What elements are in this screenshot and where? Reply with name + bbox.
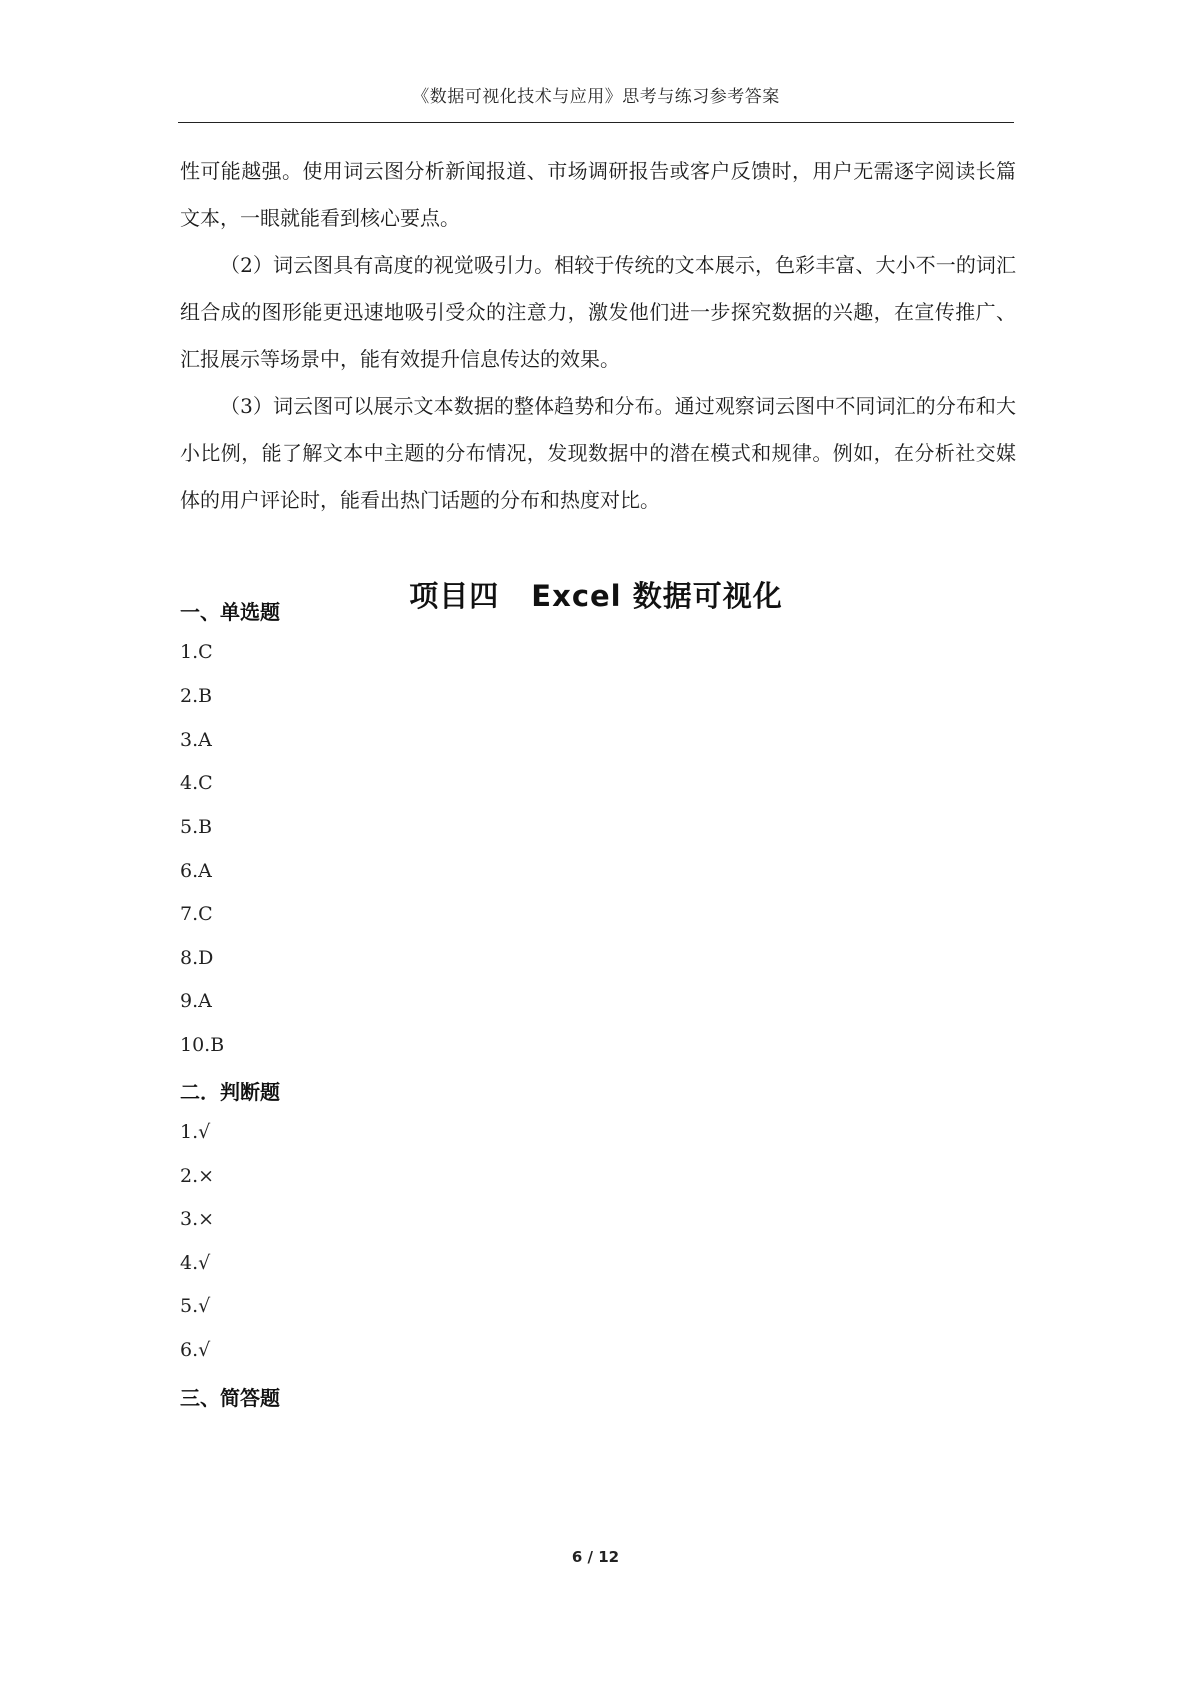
answer-item: 8.D <box>180 947 214 969</box>
answer-item: 3.× <box>180 1208 215 1230</box>
answer-item: 6.A <box>180 860 212 882</box>
running-header: 《数据可视化技术与应用》思考与练习参考答案 <box>412 87 780 107</box>
answer-item: 3.A <box>180 729 212 751</box>
answer-item: 1.√ <box>180 1121 211 1143</box>
page-number: 6 / 12 <box>571 1548 620 1566</box>
answer-item: 9.A <box>180 990 212 1012</box>
heading-true-false: 二．判断题 <box>180 1080 280 1104</box>
paragraph-continuation: 性可能越强。使用词云图分析新闻报道、市场调研报告或客户反馈时，用户无需逐字阅读长篇文本，一眼就能看到核心要点。 <box>180 159 1016 230</box>
section-title-number: 项目四 <box>409 579 500 613</box>
answer-item: 4.√ <box>180 1252 211 1274</box>
answer-item: 1.C <box>180 641 213 663</box>
heading-single-choice: 一、单选题 <box>180 600 280 624</box>
answer-item: 5.B <box>180 816 213 838</box>
answer-item: 2.B <box>180 685 213 707</box>
paragraph-point-2: （2）词云图具有高度的视觉吸引力。相较于传统的文本展示，色彩丰富、大小不一的词汇组合成的图形能更迅速地吸引受众的注意力，激发他们进一步探究数据的兴趣，在宣传推广、汇报展示等场景中，能有效提升信息传达的效果。 <box>180 253 1016 371</box>
answer-item: 4.C <box>180 772 213 794</box>
section-title-topic: Excel 数据可视化 <box>531 579 783 613</box>
paragraph-point-3: （3）词云图可以展示文本数据的整体趋势和分布。通过观察词云图中不同词汇的分布和大小比例，能了解文本中主题的分布情况，发现数据中的潜在模式和规律。例如，在分析社交媒体的用户评论时，能看出热门话题的分布和热度对比。 <box>180 394 1016 512</box>
answer-item: 7.C <box>180 903 213 925</box>
answer-item: 2.× <box>180 1165 215 1187</box>
answer-item: 5.√ <box>180 1295 211 1317</box>
heading-short-answer: 三、简答题 <box>180 1386 280 1410</box>
answer-item: 10.B <box>180 1034 225 1056</box>
header-rule <box>178 122 1014 123</box>
section-title <box>178 574 1014 615</box>
answer-item: 6.√ <box>180 1339 211 1361</box>
